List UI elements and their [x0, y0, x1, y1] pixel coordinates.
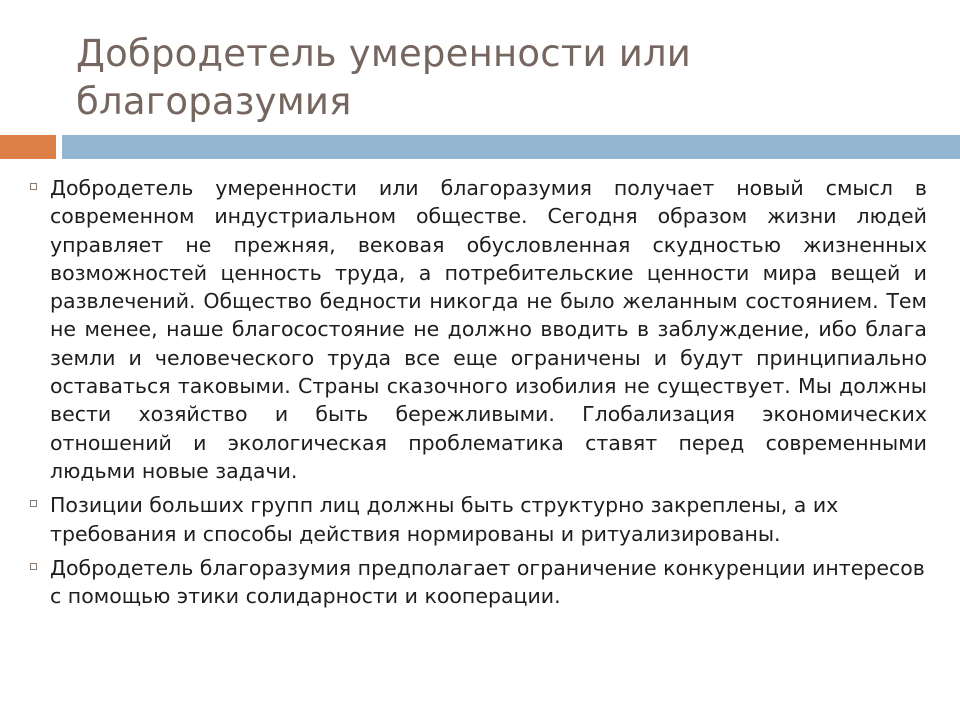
bullet-item-3 [30, 554, 927, 611]
square-bullet-icon [30, 500, 37, 507]
slide-body [30, 174, 927, 616]
bullet-item-1 [30, 174, 927, 485]
slide-title: Добродетель умеренности или благоразумия [76, 32, 692, 123]
bullet-item-2 [30, 491, 927, 548]
square-bullet-icon [30, 563, 37, 570]
square-bullet-icon [30, 183, 37, 190]
bullet-text: Позиции больших групп лиц должны быть структурно закреплены, а их требования и способы действия нормированы и ритуализированы. [50, 493, 839, 546]
bullet-text: Добродетель умеренности или благоразумия получает новый смысл в современном индустриальном обществе. Сегодня образом жизни людей управляет не прежняя, вековая обусловленная скудностью жизненных возможностей ценность труда, а потребительские ценности мира вещей и развлечений. Общество бедности никогда не было желанным состоянием. Тем не менее, наше благосостояние не должно вводить в заблуждение, ибо блага земли и человеческого труда все еще ограничены и будут принципиально оставаться таковыми. Страны сказочного изобилия не существует. Мы должны вести хозяйство и быть бережливыми. Глобализация экономических отношений и экологическая проблематика ставят перед современными людьми новые задачи. [50, 176, 927, 483]
bullet-text: Добродетель благоразумия предполагает ограничение конкуренции интересов с помощью этики солидарности и кооперации. [50, 555, 925, 609]
title-divider-bar [62, 135, 960, 159]
title-accent-bar [0, 135, 56, 159]
